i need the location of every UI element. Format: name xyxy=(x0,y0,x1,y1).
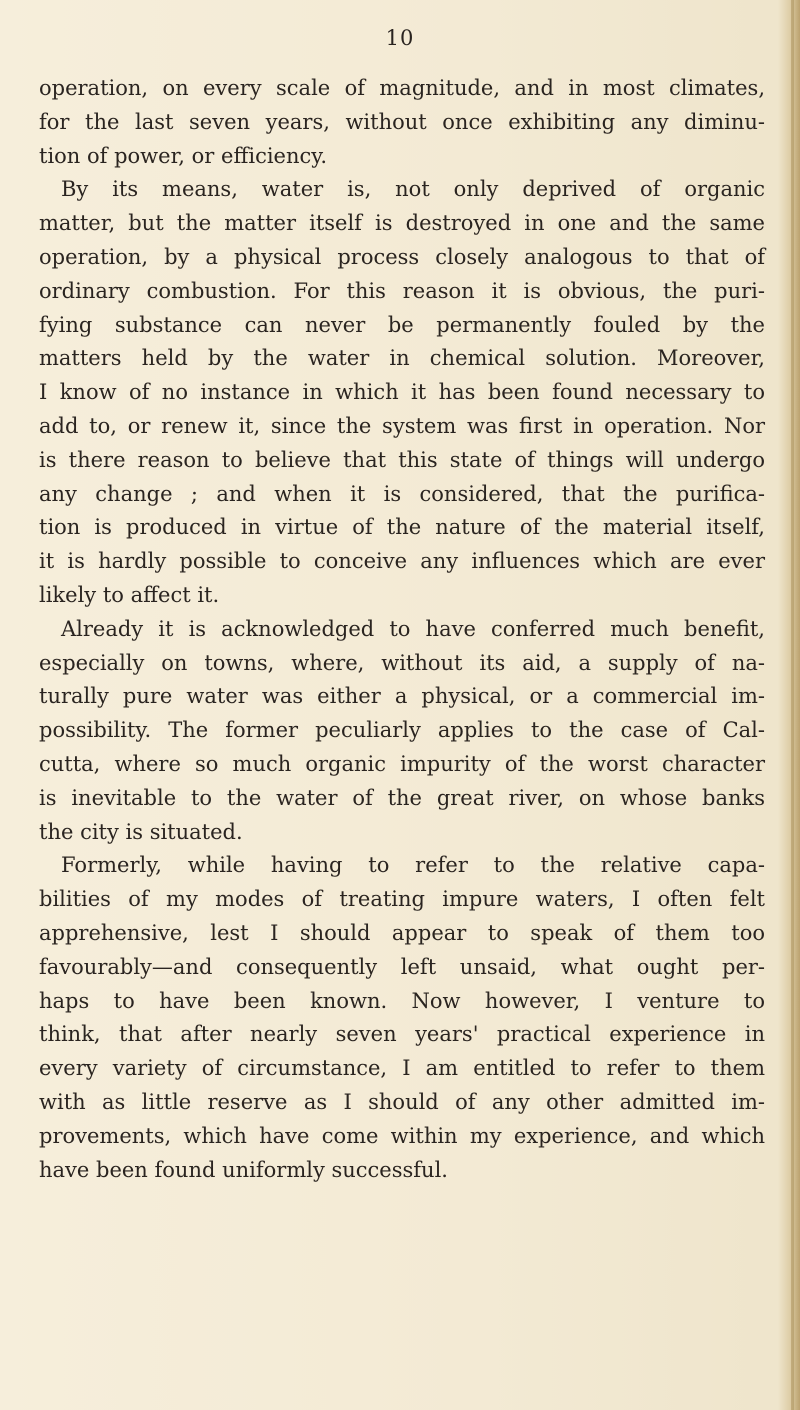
text-line: for the last seven years, without once exhibiting any diminu- xyxy=(39,109,765,134)
text-line: have been found uniformly successful. xyxy=(39,1157,448,1182)
text-line: turally pure water was either a physical, or a commercial im- xyxy=(39,684,765,709)
text-line: provements, which have come within my experience, and which xyxy=(39,1123,765,1148)
text-line: matters held by the water in chemical solution. Moreover, xyxy=(39,346,765,371)
paragraph-start-line: By its means, water is, not only deprived of organic xyxy=(61,177,765,202)
text-line: any change ; and when it is considered, that the purifica- xyxy=(39,481,765,506)
text-line: bilities of my modes of treating impure waters, I often felt xyxy=(39,887,765,912)
text-line: is inevitable to the water of the great river, on whose banks xyxy=(39,785,765,810)
text-line: haps to have been known. Now however, I venture to xyxy=(39,988,765,1013)
page-edge-shadow xyxy=(778,0,800,1410)
text-line: cutta, where so much organic impurity of the worst character xyxy=(39,751,765,776)
text-line: tion is produced in virtue of the nature of the material itself, xyxy=(39,515,765,540)
paragraph-start-line: Formerly, while having to refer to the relative capa- xyxy=(61,853,765,878)
text-line: tion of power, or efficiency. xyxy=(39,143,328,168)
paragraph-start-line: Already it is acknowledged to have conferred much benefit, xyxy=(61,616,765,641)
text-line: every variety of circumstance, I am entitled to refer to them xyxy=(39,1056,765,1081)
text-line: the city is situated. xyxy=(39,819,243,844)
text-line: likely to affect it. xyxy=(39,582,220,607)
text-line: operation, on every scale of magnitude, and in most climates, xyxy=(39,76,765,100)
text-line: favourably—and consequently left unsaid, what ought per- xyxy=(39,954,765,979)
body-text xyxy=(39,72,765,1187)
page-edge-streak xyxy=(791,0,794,1410)
text-line: think, that after nearly seven years' practical experience in xyxy=(39,1022,765,1047)
text-line: matter, but the matter itself is destroyed in one and the same xyxy=(39,211,765,236)
text-line: I know of no instance in which it has been found necessary to xyxy=(39,380,765,405)
text-line: add to, or renew it, since the system was first in operation. Nor xyxy=(39,413,765,438)
text-line: it is hardly possible to conceive any influences which are ever xyxy=(39,549,765,574)
text-line: fying substance can never be permanently fouled by the xyxy=(39,312,765,337)
page-number: 10 xyxy=(385,26,415,50)
text-line: apprehensive, lest I should appear to speak of them too xyxy=(39,920,765,945)
text-line: possibility. The former peculiarly applies to the case of Cal- xyxy=(39,718,765,743)
text-line: with as little reserve as I should of any other admitted im- xyxy=(39,1089,765,1114)
text-line: especially on towns, where, without its aid, a supply of na- xyxy=(39,650,765,675)
text-line: operation, by a physical process closely analogous to that of xyxy=(39,244,765,269)
text-line: is there reason to believe that this state of things will undergo xyxy=(39,447,765,472)
text-line: ordinary combustion. For this reason it is obvious, the puri- xyxy=(39,278,765,303)
